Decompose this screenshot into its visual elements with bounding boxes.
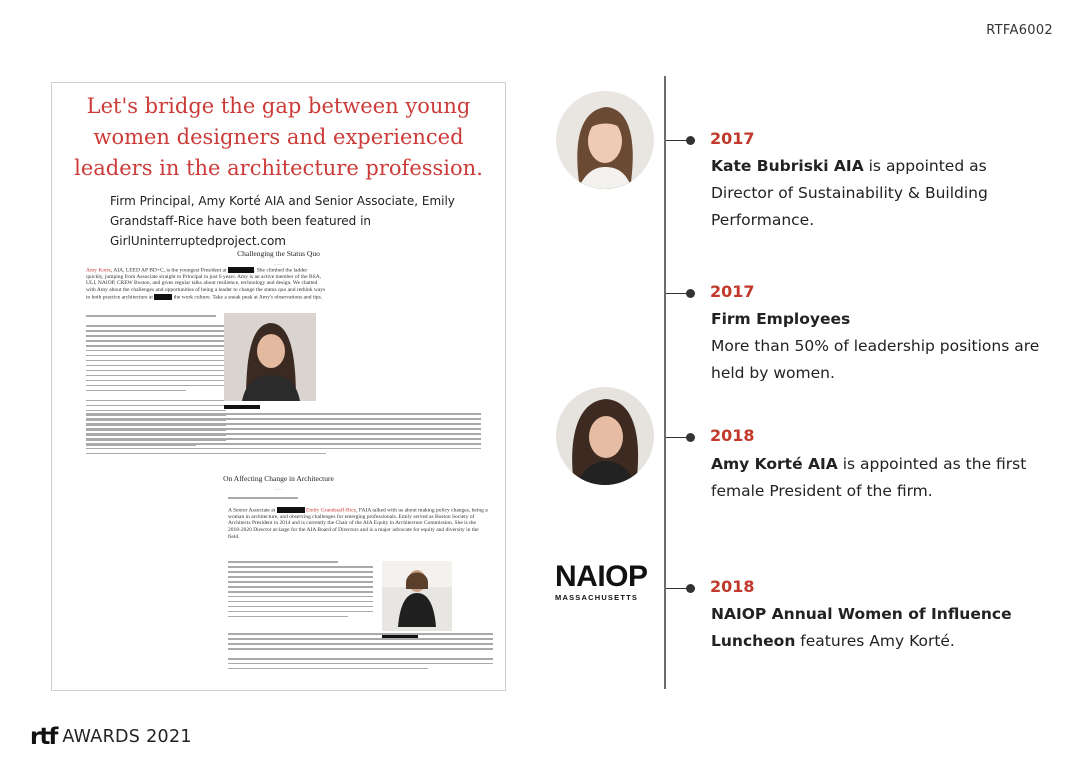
article-subline: Firm Principal, Amy Korté AIA and Senior Associate, Emily Grandstaff-Rice have both been featured in GirlUninterruptedproject.com bbox=[110, 194, 455, 248]
image-code: RTFA6002 bbox=[986, 23, 1053, 38]
amy-korte-photo bbox=[224, 313, 316, 401]
timeline-text: features Amy Korté. bbox=[795, 632, 955, 650]
intro-text: , FAIA talked with us about making policy changes, being a woman in architecture, and observing challenges for emerging professionals. Emily served as Boston Society of Architects President in 2014 and is currently the Chair of the AIA Equity in Architecture Commission. She is the 2018-2020 Director at-large for the AIA Board of Directors and is a major advocate for equity and diversity in the field. bbox=[228, 507, 488, 540]
headline-line: women designers and experienced bbox=[93, 125, 464, 149]
timeline-description bbox=[711, 153, 1051, 234]
article-headline bbox=[52, 91, 505, 184]
emily-photo bbox=[382, 561, 452, 631]
timeline-description bbox=[711, 306, 1051, 387]
timeline-dot bbox=[686, 289, 695, 298]
footer bbox=[30, 724, 192, 750]
rtf-logo: rtf bbox=[30, 724, 57, 750]
timeline-text: More than 50% of leadership positions are held by women. bbox=[711, 337, 1040, 382]
timeline-bold: NAIOP Annual Women of Influence Luncheon bbox=[711, 605, 1012, 650]
article-preview bbox=[51, 82, 506, 691]
intro-text: A Senior Associate at bbox=[228, 507, 277, 514]
redaction-bar bbox=[277, 507, 305, 513]
headline-line: leaders in the architecture profession. bbox=[74, 156, 483, 180]
naiop-logo-sub: MASSACHUSETTS bbox=[555, 593, 639, 602]
timeline-description bbox=[711, 451, 1051, 505]
naiop-logo-main: NAIOP bbox=[555, 560, 648, 593]
emily-link[interactable]: Emily Grandstaff-Rice bbox=[305, 507, 357, 514]
timeline-dot bbox=[686, 584, 695, 593]
photo-caption-redaction bbox=[224, 405, 260, 409]
timeline-year: 2018 bbox=[710, 426, 755, 445]
naiop-logo bbox=[555, 562, 655, 602]
headline-line: Let's bridge the gap between young bbox=[86, 94, 471, 118]
redaction-bar bbox=[228, 267, 254, 273]
intro-text: , AIA, LEED AP BD+C, is the youngest President at bbox=[110, 267, 228, 274]
timeline-description bbox=[711, 601, 1051, 655]
section-title-affecting-change: On Affecting Change in Architecture bbox=[223, 474, 334, 483]
timeline-text: is appointed as Director of Sustainability & Building Performance. bbox=[711, 157, 988, 229]
amy-korte-link[interactable]: Amy Korte bbox=[86, 267, 111, 274]
redaction-bar bbox=[154, 294, 172, 300]
body-text-block bbox=[228, 628, 493, 673]
timeline-year: 2017 bbox=[710, 282, 755, 301]
timeline-text: is appointed as the first female President of the firm. bbox=[711, 455, 1027, 500]
body-text-block bbox=[86, 413, 481, 458]
timeline-axis bbox=[664, 76, 666, 689]
timeline-bold: Firm Employees bbox=[711, 310, 851, 328]
intro-text: . She climbed the ladder quickly, jumping from Associate straight to Principal in just 6 years. Amy is an active member of the BSA, ULI, NAIOP, CREW Boston, and gives regular talks about resilience, technology and design. We chatted with Amy about the challenges and opportunities of being a leader to change the status quo and rethink ways to both practice architecture at bbox=[86, 267, 326, 300]
section-divider: ——— bbox=[274, 487, 283, 491]
timeline-bold: Amy Korté AIA bbox=[711, 455, 838, 473]
section-title-status-quo: Challenging the Status Quo bbox=[237, 249, 320, 258]
byline-text bbox=[228, 497, 298, 502]
body-text-block bbox=[228, 561, 373, 621]
section-divider: ——— bbox=[274, 262, 283, 266]
timeline-bold: Kate Bubriski AIA bbox=[711, 157, 864, 175]
awards-text: AWARDS 2021 bbox=[62, 727, 192, 747]
section1-intro bbox=[86, 267, 326, 301]
timeline-year: 2017 bbox=[710, 129, 755, 148]
timeline-year: 2018 bbox=[710, 577, 755, 596]
timeline-dot bbox=[686, 433, 695, 442]
section2-intro bbox=[228, 507, 490, 540]
timeline-dot bbox=[686, 136, 695, 145]
amy-korte-avatar bbox=[556, 387, 654, 485]
kate-bubriski-avatar bbox=[556, 91, 654, 189]
intro-text: the work culture. Take a sneak peak at Amy's observations and tips. bbox=[172, 293, 323, 300]
